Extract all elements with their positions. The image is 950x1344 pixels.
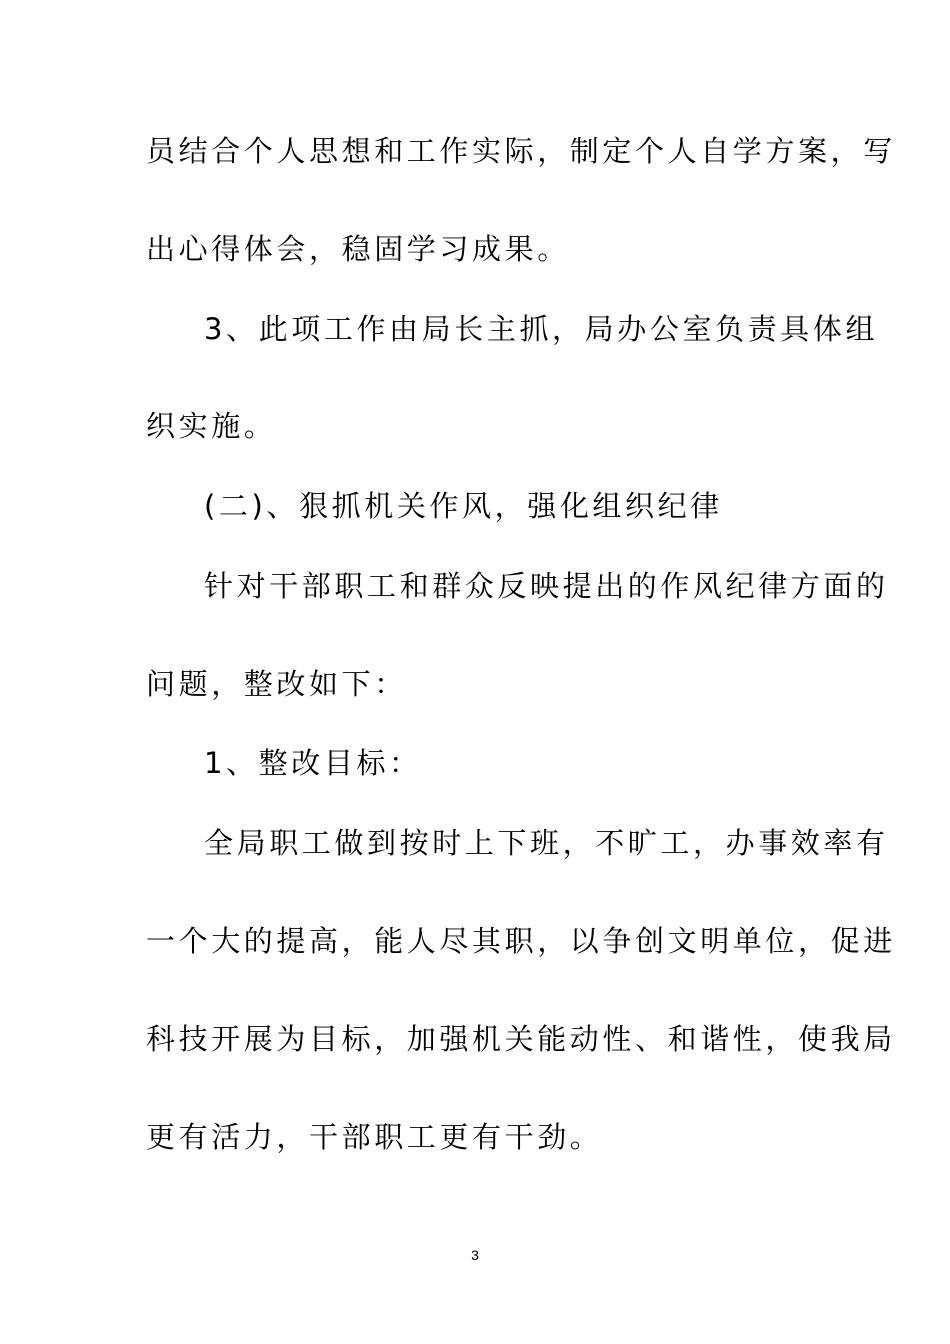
body-text-line: 一个大的提高，能人尽其职，以争创文明单位，促进: [146, 924, 896, 958]
body-text-line: 出心得体会，稳固学习成果。: [146, 232, 570, 266]
body-text-line: 针对干部职工和群众反映提出的作风纪律方面的: [204, 569, 889, 603]
subsection-heading: 1、整改目标：: [204, 746, 422, 780]
body-text-line: 更有活力，干部职工更有干劲。: [146, 1120, 603, 1154]
body-text-line: 全局职工做到按时上下班，不旷工，办事效率有: [204, 826, 889, 860]
section-heading: (二)、狠抓机关作风，强化组织纪律: [204, 489, 723, 523]
body-text-line: 问题，整改如下：: [146, 667, 407, 701]
body-text-line: 科技开展为目标，加强机关能动性、和谐性，使我局: [146, 1022, 896, 1056]
body-text-line: 织实施。: [146, 409, 277, 443]
page-number: 3: [471, 1247, 479, 1263]
body-text-line: 员结合个人思想和工作实际，制定个人自学方案，写: [146, 134, 896, 168]
list-item-text: 3、此项工作由局长主抓，局办公室负责具体组: [204, 312, 879, 346]
